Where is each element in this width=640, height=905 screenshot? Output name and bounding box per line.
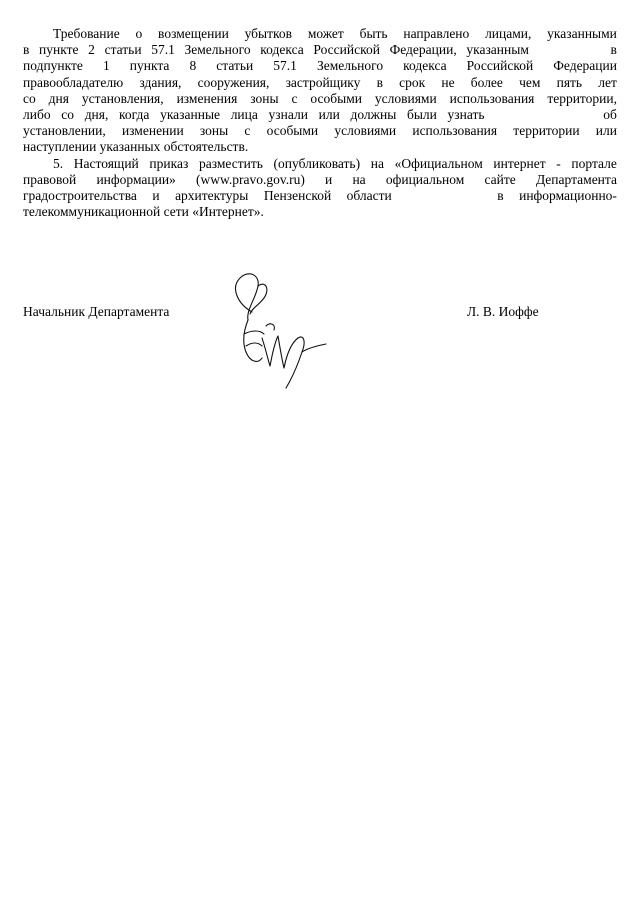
word: архитектуры: [175, 187, 249, 203]
paragraph-publication: [23, 156, 617, 221]
word: пять: [556, 74, 583, 90]
word: сооружения,: [197, 74, 270, 90]
word: дня: [48, 90, 69, 106]
word: 5.: [53, 155, 64, 171]
word: застройщику: [285, 74, 361, 90]
word: портале: [571, 155, 617, 171]
word: в: [23, 42, 30, 58]
word: изменения: [176, 90, 238, 106]
word: в: [610, 42, 617, 58]
word: об: [603, 106, 617, 122]
text-line: [23, 42, 617, 58]
word: либо: [23, 106, 51, 122]
word: 57.1: [151, 42, 175, 58]
word: пункте: [39, 42, 79, 58]
text-line: [23, 188, 617, 204]
word: 57.1: [273, 58, 297, 74]
text-line: [23, 75, 617, 91]
word: условиями: [334, 123, 397, 139]
word: информации»: [96, 171, 176, 187]
word: лицами,: [485, 26, 532, 41]
signatory-name: Л. В. Иоффе: [467, 304, 539, 319]
word: в: [497, 187, 504, 203]
word: более: [470, 74, 503, 90]
word: Земельного: [184, 42, 251, 58]
word: пункта: [129, 58, 170, 74]
text-line: [23, 156, 617, 172]
word: срок: [399, 74, 426, 90]
word: убытков: [244, 26, 293, 41]
text-line: [23, 26, 617, 42]
word: изменении: [121, 123, 184, 139]
word: Земельного: [316, 58, 384, 74]
word: узнать: [447, 106, 485, 122]
signatory-title: Начальник Департамента: [23, 304, 170, 319]
word: со: [23, 90, 36, 106]
word: Департамента: [535, 171, 617, 187]
word: особыми: [310, 90, 362, 106]
word: 1: [102, 58, 110, 74]
word: и: [325, 171, 333, 187]
word: узнали: [268, 106, 308, 122]
word: информационно-: [519, 187, 617, 203]
word: кодекса: [260, 42, 304, 58]
word: правообладателю: [23, 74, 124, 90]
word: или: [595, 123, 617, 139]
word: правовой: [23, 171, 77, 187]
text-line: [23, 91, 617, 107]
word: на: [370, 155, 384, 171]
word: должны: [350, 106, 397, 122]
document-body: [23, 26, 617, 220]
word: и: [152, 187, 160, 203]
word: градостроительства: [23, 187, 137, 203]
word: использования: [449, 90, 535, 106]
word: указанным: [466, 42, 529, 58]
word: быть: [359, 26, 388, 41]
word: здания,: [139, 74, 182, 90]
word: лет: [598, 74, 617, 90]
word: указанные: [160, 106, 221, 122]
word: зоны: [199, 123, 229, 139]
text-line: [23, 139, 617, 155]
word: телекоммуникационной сети «Интернет».: [23, 204, 264, 220]
word: чем: [519, 74, 541, 90]
word: подпункте: [23, 58, 83, 74]
word: или: [318, 106, 340, 122]
word: особыми: [266, 123, 319, 139]
word: о: [135, 26, 143, 41]
word: 2: [88, 42, 95, 58]
word: Настоящий: [73, 155, 139, 171]
word: направлено: [403, 26, 470, 41]
word: установлении,: [23, 123, 106, 139]
word: на: [352, 171, 366, 187]
word: были: [406, 106, 437, 122]
text-line: [23, 107, 617, 123]
word: может: [307, 26, 344, 41]
word: лица: [230, 106, 258, 122]
word: наступлении указанных обстоятельств.: [23, 139, 249, 155]
paragraph-compensation: [23, 26, 617, 156]
word: указанными: [547, 26, 617, 41]
word: с: [291, 90, 298, 106]
word: кодекса: [403, 58, 447, 74]
text-line: [23, 204, 617, 220]
word: установления,: [81, 90, 164, 106]
word: области: [346, 187, 392, 203]
word: -: [556, 155, 561, 171]
word: Российской: [466, 58, 534, 74]
word: со: [61, 106, 75, 122]
word: когда: [119, 106, 150, 122]
word: возмещении: [158, 26, 229, 41]
word: (опубликовать): [273, 155, 361, 171]
word: Пензенской: [263, 187, 332, 203]
word: Российской: [313, 42, 380, 58]
word: территории: [513, 123, 580, 139]
word: дня,: [84, 106, 109, 122]
word: разместить: [198, 155, 263, 171]
word: Федерации,: [389, 42, 457, 58]
word: использования: [412, 123, 498, 139]
word: 8: [189, 58, 197, 74]
word: сайте: [484, 171, 516, 187]
word: условиями: [374, 90, 437, 106]
text-line: [23, 172, 617, 188]
word: с: [244, 123, 251, 139]
text-line: [23, 58, 617, 74]
word: в: [376, 74, 383, 90]
word: интернет: [493, 155, 546, 171]
word: «Официальном: [394, 155, 483, 171]
word: не: [441, 74, 455, 90]
word: (www.pravo.gov.ru): [196, 171, 305, 187]
word: официальном: [385, 171, 465, 187]
word: зоны: [250, 90, 279, 106]
word: статьи: [104, 42, 142, 58]
text-line: [23, 123, 617, 139]
word: Федерации: [553, 58, 617, 74]
word: территории,: [547, 90, 617, 106]
handwritten-signature: [222, 268, 332, 393]
word: Требование: [53, 26, 120, 41]
word: статьи: [216, 58, 254, 74]
word: приказ: [149, 155, 189, 171]
